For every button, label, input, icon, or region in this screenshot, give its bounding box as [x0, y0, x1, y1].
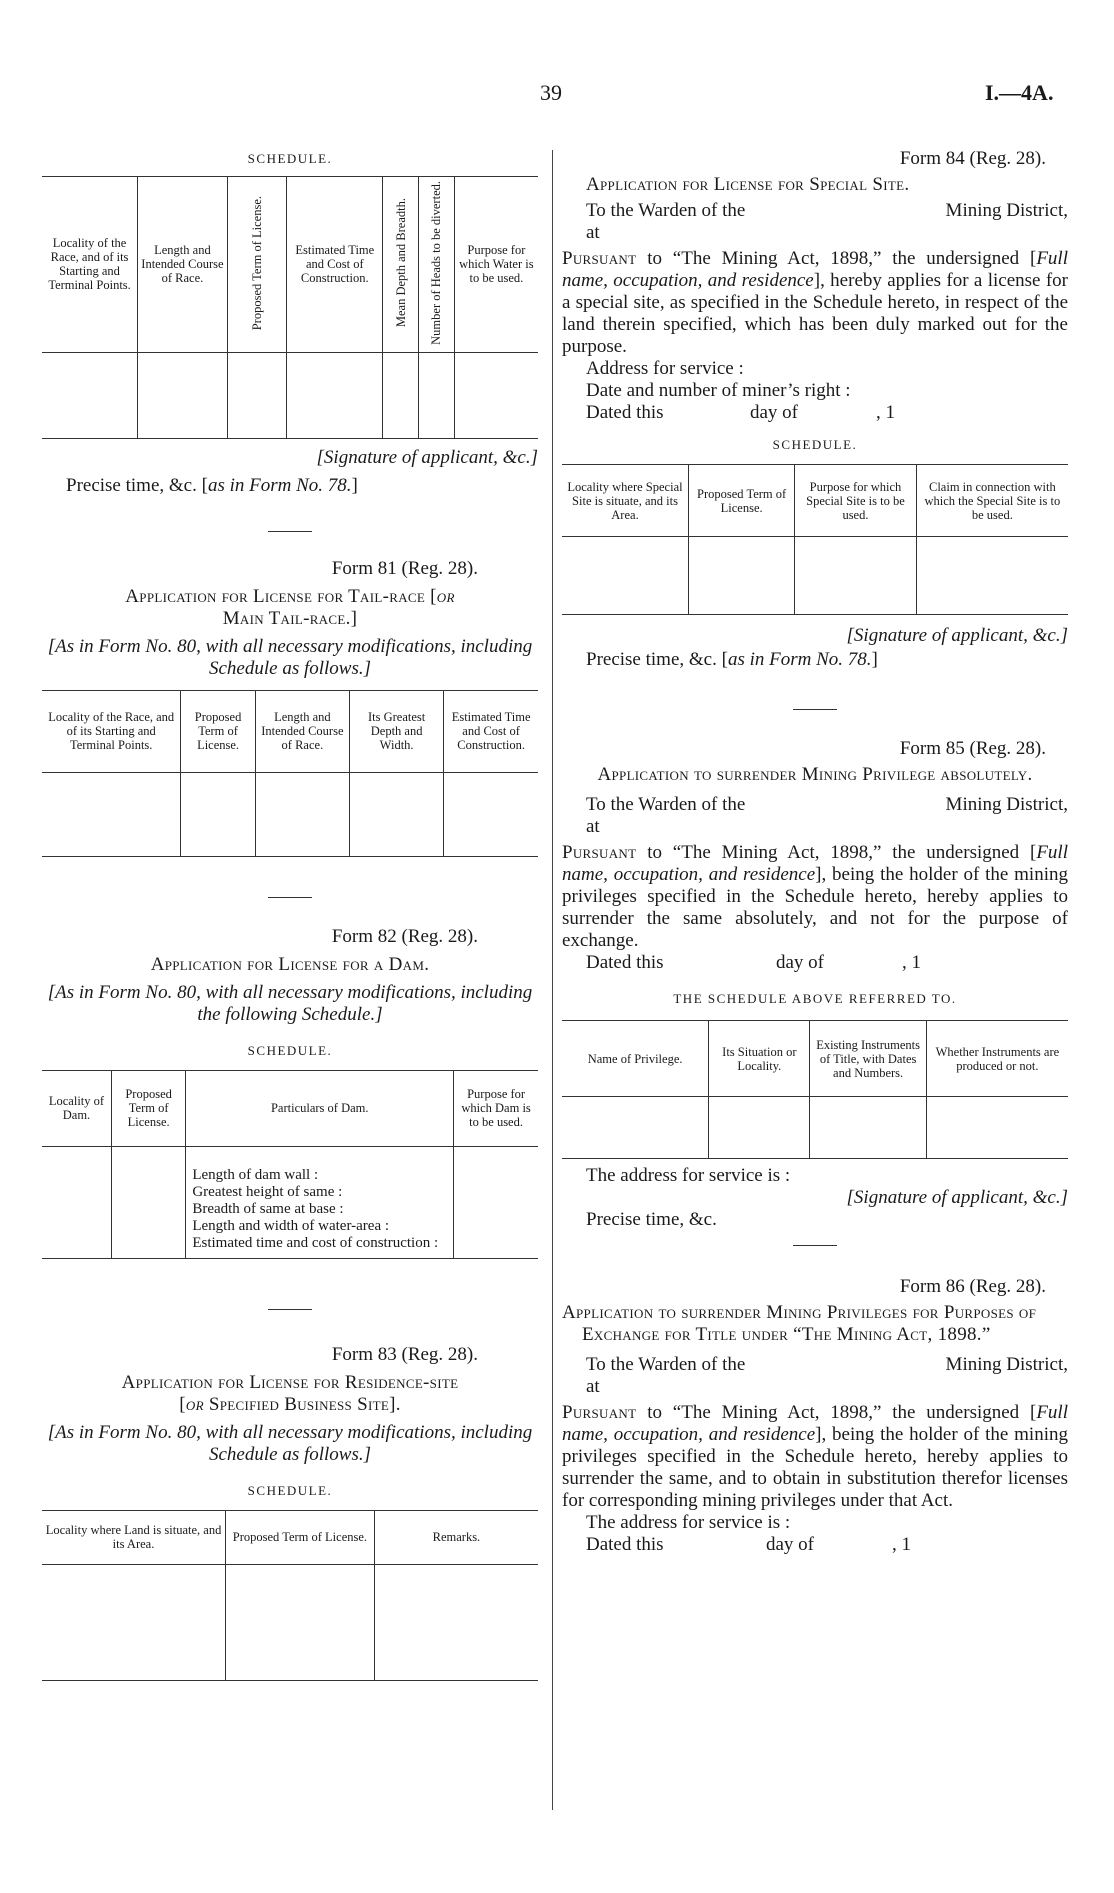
- column-header: Proposed Term of License.: [250, 195, 265, 331]
- column-header: Locality of the Race, and of its Starting and Terminal Points.: [42, 690, 181, 772]
- form-84: [562, 148, 1068, 671]
- at-line: at: [586, 816, 600, 837]
- dam-particulars: Length of dam wall : Greatest height of same : Breadth of same at base : Length and width of water-area : Estimated time and cost of construction :: [186, 1146, 454, 1258]
- warden-line: To the Warden of the Mining District,: [586, 1354, 1068, 1375]
- column-header: Purpose for which Dam is to be used.: [454, 1070, 538, 1146]
- form-label: Form 84 (Reg. 28).: [899, 148, 1046, 169]
- form-81: [42, 558, 538, 857]
- table-row: [562, 537, 1068, 615]
- form-note: [As in Form No. 80, with all necessary modifications, including the following Schedule.]: [47, 981, 533, 1025]
- column-header: Purpose for which Water is to be used.: [454, 177, 538, 353]
- column-divider: [552, 150, 553, 1810]
- column-header: Locality where Special Site is situate, and its Area.: [562, 465, 689, 537]
- form-title: Application for License for Tail-race [or Main Tail-race.]: [125, 585, 455, 629]
- form-body: Pursuant to “The Mining Act, 1898,” the undersigned [Full name, occupation, and residence], being the holder of the mining privileges specified in the Schedule hereto, hereby applies to surrender the same, and to obtain in substitution therefor licenses for corresponding mining privileges under that Act.: [562, 1402, 1068, 1511]
- column-header: Length and Intended Course of Race.: [255, 690, 349, 772]
- form-label: Form 81 (Reg. 28).: [331, 557, 478, 579]
- form-label: Form 86 (Reg. 28).: [899, 1276, 1046, 1297]
- section-divider: [793, 709, 837, 710]
- precise-time-line: Precise time, &c. [as in Form No. 78.]: [66, 474, 358, 496]
- column-header: Particulars of Dam.: [186, 1070, 454, 1146]
- form-82: [42, 926, 538, 1259]
- column-header: Proposed Term of License.: [111, 1070, 185, 1146]
- form-body: Pursuant to “The Mining Act, 1898,” the undersigned [Full name, occupation, and residence], being the holder of the mining privileges specified in the Schedule hereto, hereby applies to surrender the same absolutely, and not for the purpose of exchange.: [562, 842, 1068, 951]
- form-note: [As in Form No. 80, with all necessary modifications, including Schedule as follows.]: [47, 1421, 533, 1465]
- schedule-label: SCHEDULE.: [772, 437, 858, 452]
- table-row: [42, 1146, 538, 1258]
- signature-line: [Signature of applicant, &c.]: [846, 1187, 1068, 1208]
- schedule-table: [42, 1070, 538, 1259]
- form-label: Form 82 (Reg. 28).: [331, 925, 478, 947]
- form-label: Form 85 (Reg. 28).: [899, 738, 1046, 759]
- column-header: Existing Instruments of Title, with Dates and Numbers.: [810, 1021, 926, 1097]
- schedule-table: [42, 1510, 538, 1681]
- address-line: Address for service :: [586, 358, 744, 379]
- column-header: Number of Heads to be diverted.: [429, 181, 444, 345]
- column-header: Estimated Time and Cost of Construction.: [287, 177, 383, 353]
- form-title: Application to surrender Mining Privileges for Purposes of Exchange for Title under “The Mining Act, 1898.”: [562, 1302, 1037, 1345]
- section-divider: [268, 1309, 312, 1310]
- table-row: [42, 772, 538, 856]
- address-line: The address for service is :: [586, 1512, 791, 1533]
- miners-right-line: Date and number of miner’s right :: [586, 380, 851, 401]
- signature-line: [Signature of applicant, &c.]: [316, 446, 538, 468]
- form-title: Application for License for Special Site.: [586, 174, 910, 195]
- column-header: Whether Instruments are produced or not.: [926, 1021, 1068, 1097]
- schedule-label: SCHEDULE.: [247, 1482, 333, 1498]
- document-reference: I.—4A.: [985, 80, 1054, 105]
- signature-line: [Signature of applicant, &c.]: [846, 625, 1068, 646]
- dated-line: Dated this day of , 1: [586, 402, 895, 423]
- form-86: [562, 1276, 1068, 1556]
- schedule-label: THE SCHEDULE ABOVE REFERRED TO.: [673, 991, 957, 1006]
- column-header: Mean Depth and Breadth.: [393, 198, 408, 328]
- schedule-table: [562, 464, 1068, 615]
- schedule-label: SCHEDULE.: [247, 1042, 333, 1058]
- dated-line: Dated this day of , 1: [586, 952, 921, 973]
- section-divider: [268, 531, 312, 532]
- column-header: Claim in connection with which the Special Site is to be used.: [916, 465, 1068, 537]
- form-title: Application for License for a Dam.: [150, 953, 430, 975]
- form-label: Form 83 (Reg. 28).: [331, 1343, 478, 1365]
- warden-line: To the Warden of the Mining District,: [586, 200, 1068, 221]
- table-row: [42, 1564, 538, 1680]
- schedule-table: [562, 1020, 1068, 1159]
- section-divider: [268, 897, 312, 898]
- dated-line: Dated this day of , 1: [586, 1534, 911, 1555]
- schedule-label: SCHEDULE.: [247, 151, 333, 166]
- page-number: 39: [540, 80, 562, 105]
- column-header: Locality where Land is situate, and its Area.: [42, 1510, 226, 1564]
- form-85: [562, 738, 1068, 1231]
- table-row: [42, 352, 538, 438]
- right-column: [562, 148, 1068, 1556]
- column-header: Locality of Dam.: [42, 1070, 111, 1146]
- form-body: Pursuant to “The Mining Act, 1898,” the undersigned [Full name, occupation, and residence], hereby applies for a license for a special site, as specified in the Schedule hereto, in respect of the land therein specified, which has been duly marked out for the purpose.: [562, 248, 1068, 357]
- form-note: [As in Form No. 80, with all necessary modifications, including Schedule as follows.]: [47, 635, 533, 679]
- column-header: Locality of the Race, and of its Starting and Terminal Points.: [42, 177, 138, 353]
- form-title: Application for License for Residence-site [or Specified Business Site].: [121, 1371, 459, 1415]
- column-header: Proposed Term of License.: [181, 690, 255, 772]
- form-title: Application to surrender Mining Privilege absolutely.: [597, 764, 1033, 785]
- section-divider: [793, 1245, 837, 1246]
- column-header: Remarks.: [374, 1510, 538, 1564]
- column-header: Proposed Term of License.: [689, 465, 795, 537]
- precise-time-line: Precise time, &c. [as in Form No. 78.]: [586, 649, 878, 670]
- form80-tail: [42, 148, 538, 497]
- column-header: Proposed Term of License.: [226, 1510, 375, 1564]
- form-83: [42, 1344, 538, 1681]
- schedule-table: [42, 176, 538, 439]
- at-line: at: [586, 1376, 600, 1397]
- column-header: Its Greatest Depth and Width.: [350, 690, 444, 772]
- precise-time-line: Precise time, &c.: [586, 1209, 717, 1230]
- address-line: The address for service is :: [586, 1165, 791, 1186]
- warden-line: To the Warden of the Mining District,: [586, 794, 1068, 815]
- column-header: Name of Privilege.: [562, 1021, 709, 1097]
- column-header: Purpose for which Special Site is to be used.: [795, 465, 916, 537]
- column-header: Length and Intended Course of Race.: [138, 177, 228, 353]
- schedule-table: [42, 690, 538, 857]
- left-column: [42, 148, 538, 1681]
- table-row: [562, 1097, 1068, 1159]
- column-header: Estimated Time and Cost of Construction.: [444, 690, 538, 772]
- column-header: Its Situation or Locality.: [709, 1021, 810, 1097]
- at-line: at: [586, 222, 600, 243]
